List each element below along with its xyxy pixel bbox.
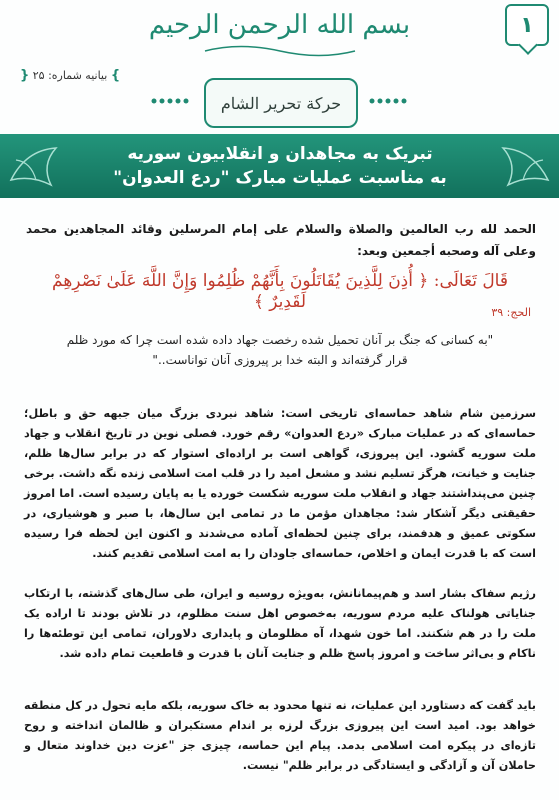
bracket-left-icon: { (20, 68, 30, 83)
flourish-ornament-icon (200, 44, 360, 58)
leaf-ornament-icon (6, 140, 66, 192)
intro-text: الحمد لله رب العالمين والصلاة والسلام على إمام المرسلين وقائد المجاهدين محمد وعلى آله وصحبه أجمعين وبعد: (26, 222, 536, 258)
dots-ornament-icon (368, 98, 408, 104)
organization-emblem: حركة تحرير الشام (204, 78, 358, 128)
statement-number (20, 68, 120, 83)
body-paragraph-2: رژیم سفاک بشار اسد و هم‌پیمانانش، به‌ویژه روسیه و ایران، طی سال‌های گذشته، با ارتکاب جنایاتی هولناک علیه مردم سوریه، به‌خصوص اهل سنت مظلوم، در تلاش بودند تا اراده یک ملت را در هم شکنند. اما خون شهدا، آه مظلومان و پایداری دلاوران، تمامی این توطئه‌ها را ناکام و بی‌اثر ساخت و امروز پاسخ ظلم و جنایت آنان با قدرت و قاطعیت تمام داده شد. (24, 587, 536, 660)
title-banner (0, 134, 559, 198)
verse-reference: الحج: ۳۹ (491, 306, 531, 319)
title-line-2: به مناسبت عملیات مبارک "ردع العدوان" (113, 168, 447, 188)
dots-ornament-icon (150, 98, 190, 104)
bismillah-calligraphy: بسم الله الرحمن الرحيم (148, 10, 411, 40)
verse-translation: "به کسانی که جنگ بر آنان تحمیل شده رخصت جهاد داده شده است چرا که مورد ظلم قرار گرفته‌اند و البته خدا بر پیروزی آنان تواناست.." (66, 333, 494, 367)
body-paragraph-3: باید گفت که دستاورد این عملیات، نه تنها محدود به خاک سوریه، بلکه مایه تحول در کل منطقه خواهد بود. امید است این پیروزی بزرگ لرزه بر اندام مستکبران و ظالمان انداخته و روح تازه‌ای در پیکره امت اسلامی بدمد. پیام این حماسه، چیزی جز "عزت دین خداوند متعال و حاملان آن و آزادگی و ایستادگی در برابر ظلم" نیست. (24, 699, 536, 772)
page-title (70, 142, 490, 190)
quran-verse: قَالَ تَعَالَى: ﴿ أُذِنَ لِلَّذِينَ يُقَاتَلُونَ بِأَنَّهُمْ ظُلِمُوا وَإِنَّ اللَّهَ عَلَىٰ نَصْرِهِمْ لَقَدِيرٌ ﴾ (52, 271, 508, 312)
title-line-1: تبریک به مجاهدان و انقلابیون سوریه (127, 144, 433, 164)
body-paragraph-1: سرزمین شام شاهد حماسه‌ای تاریخی است: شاهد نبردی بزرگ میان جبهه حق و باطل؛ حماسه‌ای که در عملیات مبارک «ردع العدوان» رقم خورد. فصلی نوین در تاریخ انقلاب و جهاد ملت سوریه گشود. این پیروزی، گواهی است بر اراده‌ای استوار که در برابر سال‌ها ظلم، جنایت و خیانت، هرگز تسلیم نشد و مشعل امید را در قلب امت اسلامی زنده نگه داشت. برخی چنین می‌پنداشتند جهاد و انقلاب ملت سوریه شکست خورده یا به پایان رسیده است. اما امروز حقیقتی دیگر آشکار شد: مجاهدان مؤمن ما در تمامی این سال‌ها، با صبر و هوشیاری، در سکوتی عمیق و هدفمند، برای چنین لحظه‌ای آماده می‌شدند و اکنون این لحظه فرا رسیده است که با قدرت ایمان و اخلاص، حماسه‌ای جاودان را به امت اسلامی تقدیم کنند. (24, 407, 536, 560)
page-number: ١ (520, 12, 534, 38)
statement-number-text: بیانیه شماره: ۲۵ (32, 69, 108, 82)
bracket-right-icon: } (110, 68, 121, 83)
leaf-ornament-icon (493, 140, 553, 192)
